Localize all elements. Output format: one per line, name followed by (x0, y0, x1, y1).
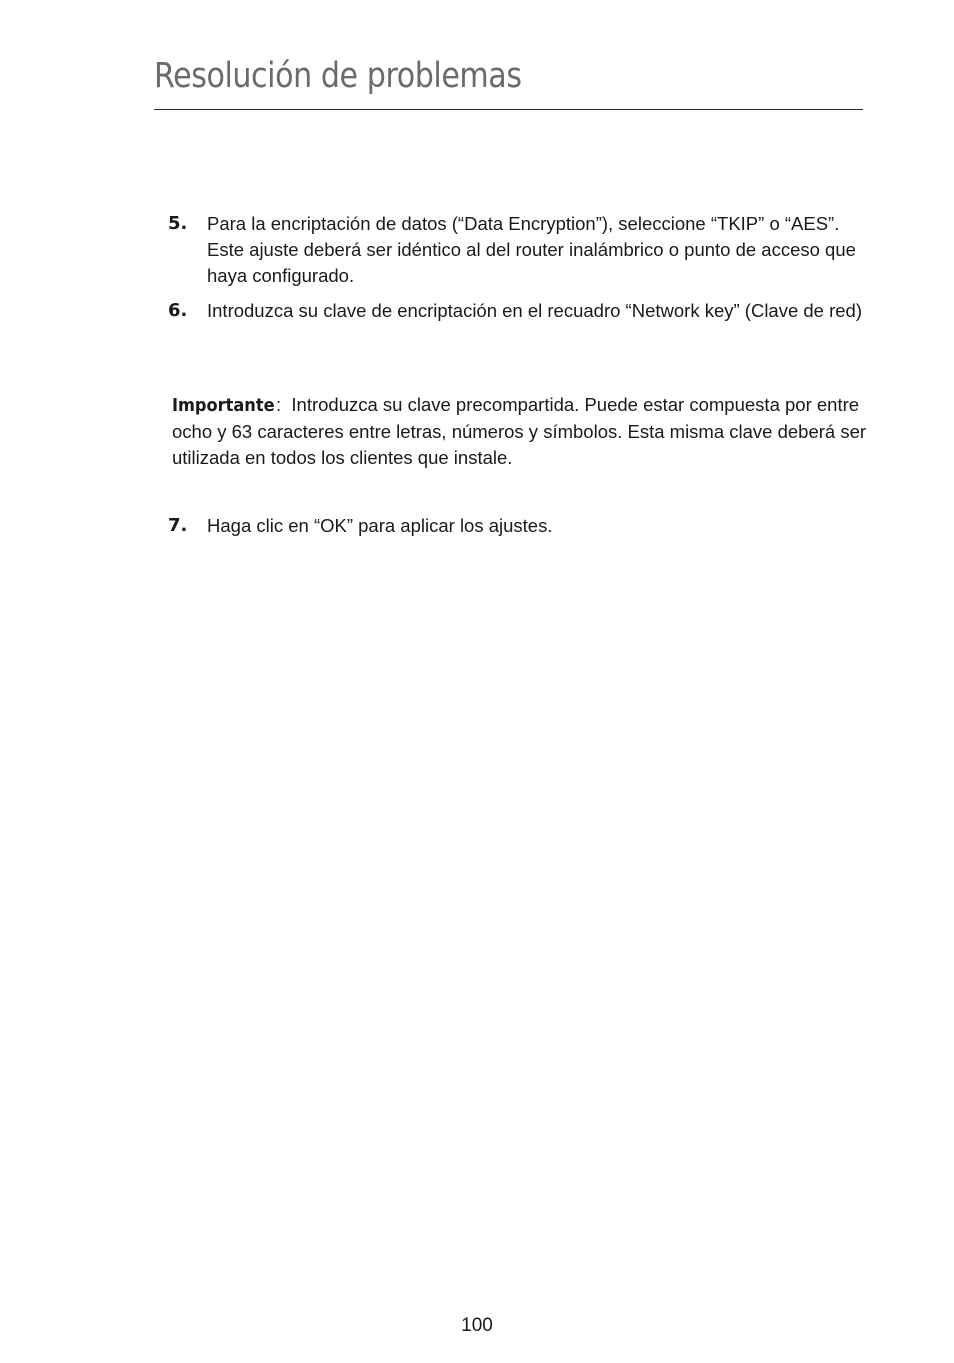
step-text: Haga clic en “OK” para aplicar los ajustes. (207, 515, 553, 536)
step-number: 6. (168, 300, 188, 321)
step-item (168, 513, 873, 539)
step-text: Introduzca su clave de encriptación en el recuadro “Network key” (Clave de red) (207, 300, 863, 321)
step-number: 5. (168, 213, 188, 234)
step-text: Para la encriptación de datos (“Data Encryption”), seleccione “TKIP” o “AES”. Este ajuste deberá ser idéntico al del router inalámbrico o punto de acceso que haya configurado. (207, 213, 856, 286)
step-item (168, 298, 873, 324)
title-divider (154, 109, 863, 110)
note-text: Introduzca su clave precompartida. Puede estar compuesta por entre ocho y 63 caracteres entre letras, números y símbolos. Esta misma clave deberá ser utilizada en todos los clientes que instale. (172, 394, 867, 468)
note-label: Importante (172, 395, 275, 416)
important-note (172, 392, 882, 471)
note-separator: : (275, 394, 282, 415)
page-title: Resolución de problemas (154, 56, 522, 96)
step-item (168, 211, 873, 289)
page-number: 100 (461, 1315, 493, 1336)
step-number: 7. (168, 515, 188, 536)
